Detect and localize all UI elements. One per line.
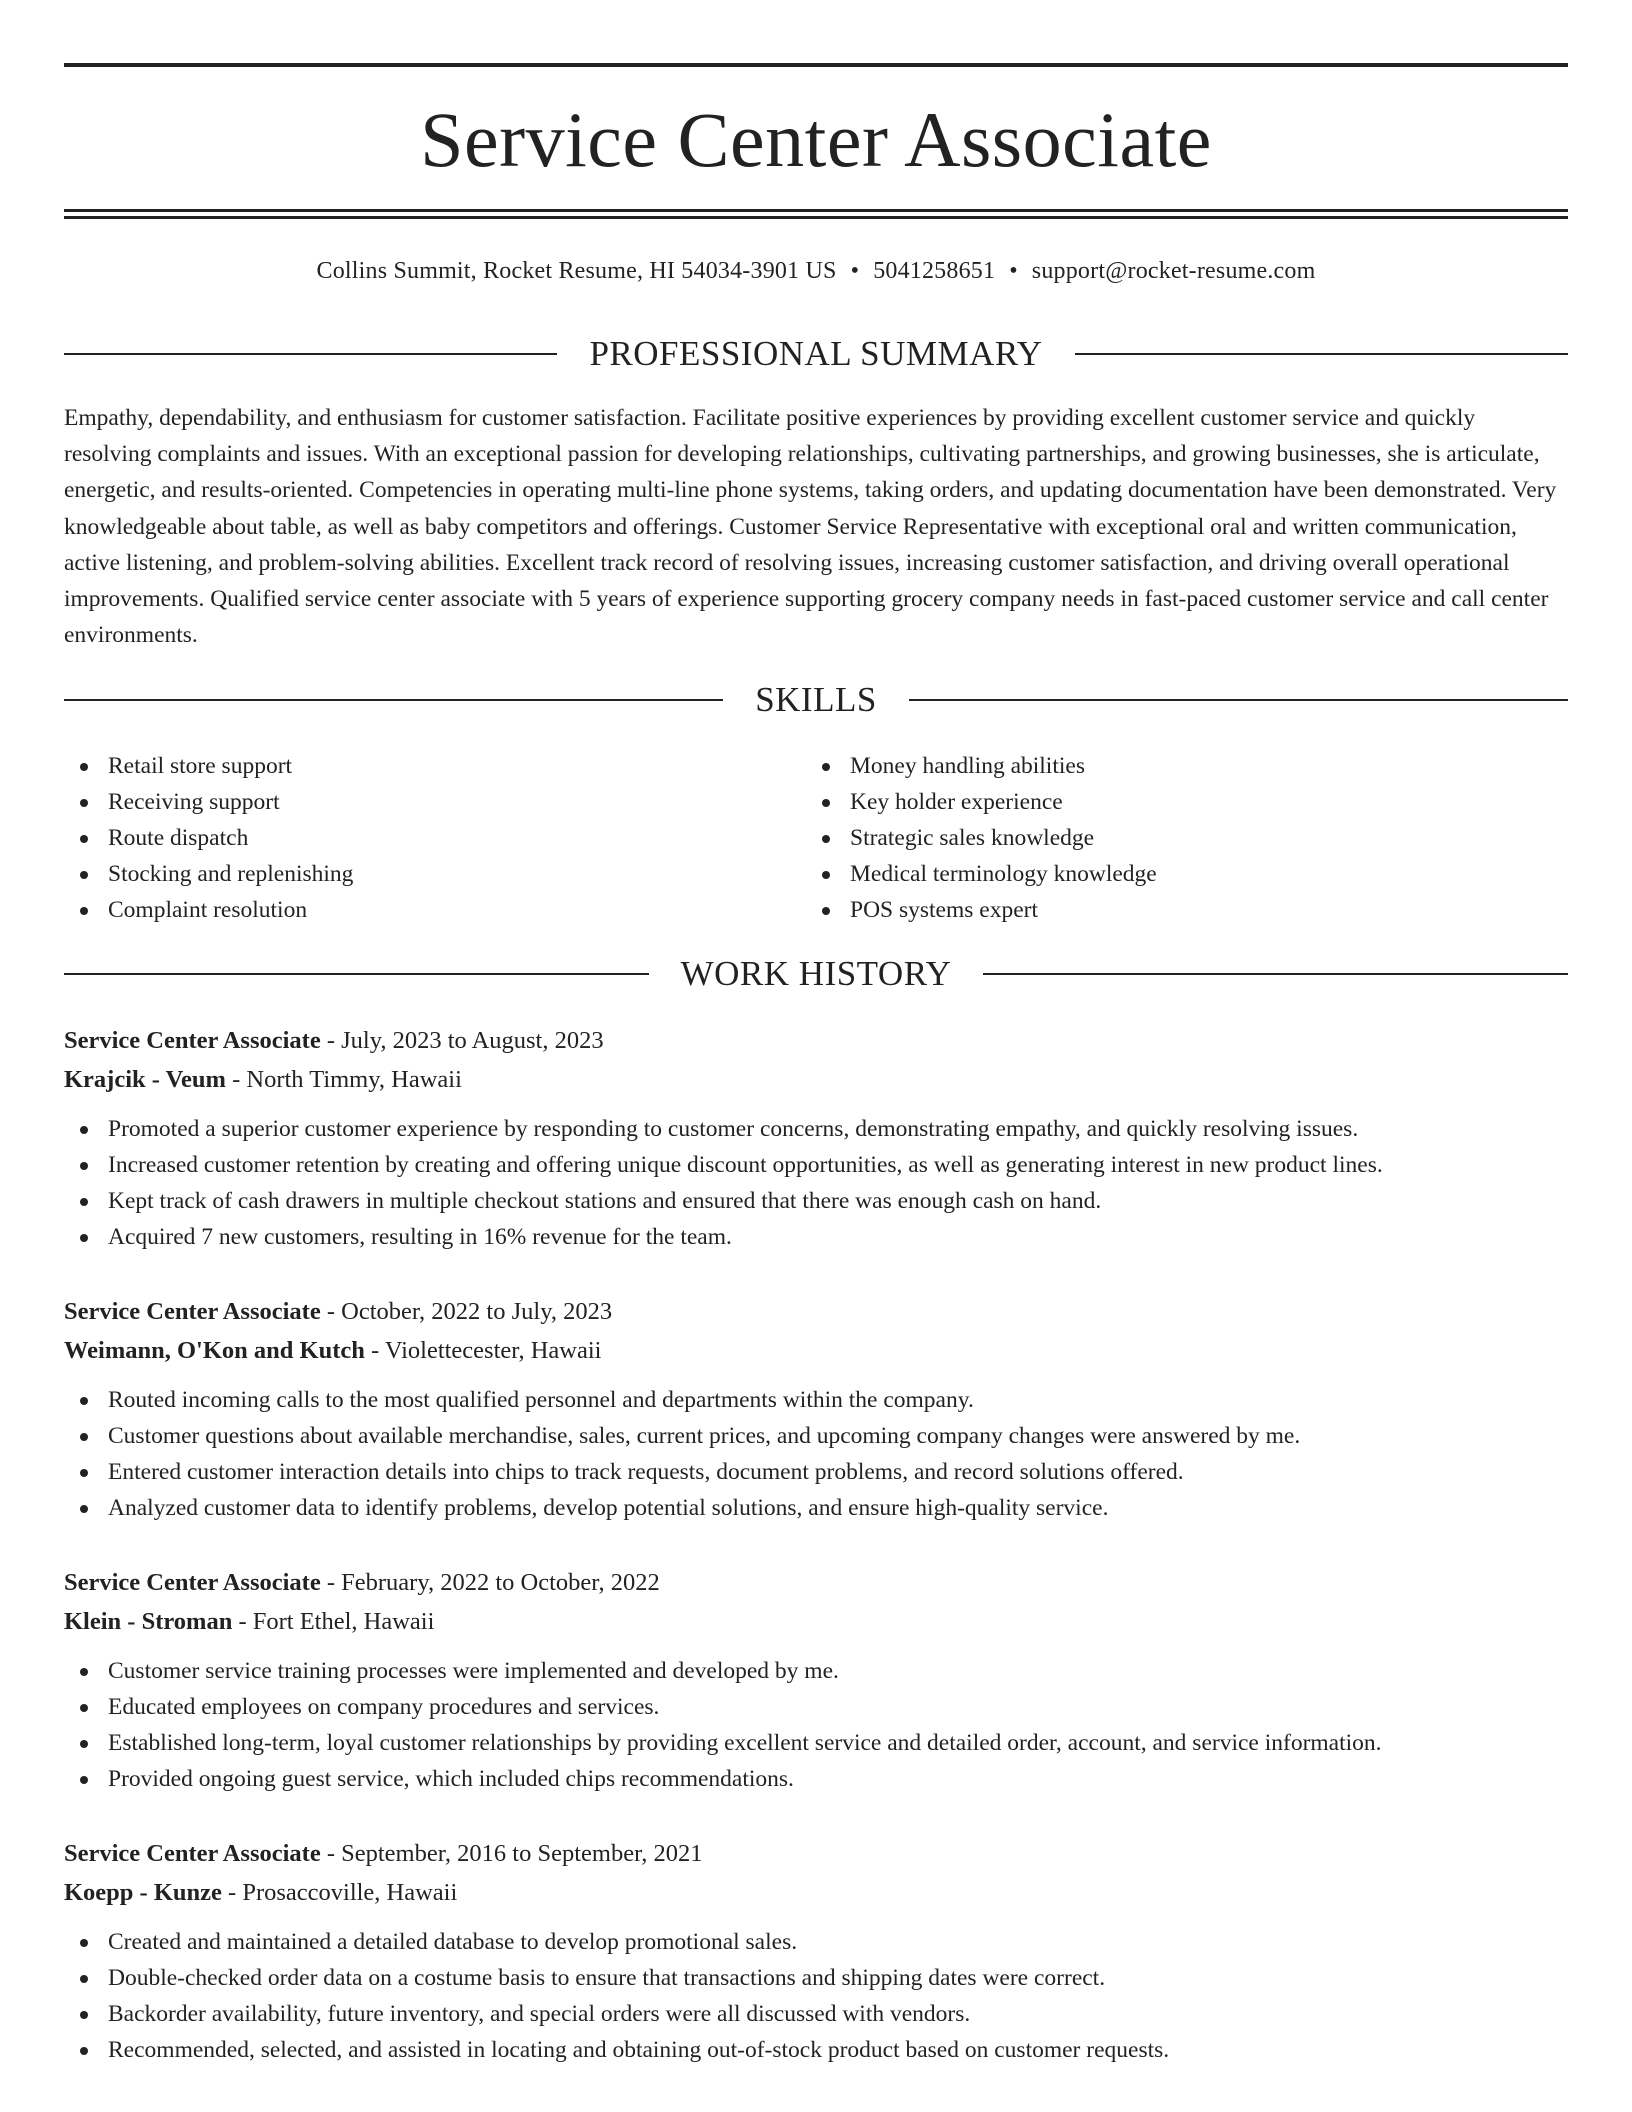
job-title-line [64,1021,1568,1060]
job-company: Krajcik - Veum [64,1066,226,1093]
title-rule-lower [64,216,1568,219]
job-company-line [64,1331,1568,1370]
job-dates: - July, 2023 to August, 2023 [320,1027,604,1054]
skill-item: Complaint resolution [64,892,353,928]
contact-email: support@rocket-resume.com [1031,258,1316,284]
job-entry [64,1021,1568,1255]
job-bullets [64,1924,1568,2068]
skills-list-left [64,748,353,928]
skill-item: Key holder experience [806,784,1157,820]
job-dates: - February, 2022 to October, 2022 [320,1569,660,1596]
job-location: - Fort Ethel, Hawaii [232,1608,435,1635]
job-bullet: Provided ongoing guest service, which included chips recommendations. [64,1761,1568,1797]
job-company: Koepp - Kunze [64,1879,222,1906]
job-bullet: Established long-term, loyal customer relationships by providing excellent service and detailed order, account, and service information. [64,1725,1568,1761]
job-title-line [64,1292,1568,1331]
job-company-line [64,1602,1568,1641]
job-bullet: Recommended, selected, and assisted in locating and obtaining out-of-stock product based on customer requests. [64,2032,1568,2068]
heading-rule-right [909,699,1568,701]
job-bullets [64,1111,1568,1255]
section-title: SKILLS [755,680,877,719]
heading-rule-left [64,973,649,975]
section-title: WORK HISTORY [680,954,952,993]
title-rule-upper [64,209,1568,212]
contact-line [64,254,1568,288]
heading-rule-left [64,353,557,355]
job-dates: - October, 2022 to July, 2023 [320,1298,613,1325]
job-dates: - September, 2016 to September, 2021 [320,1840,703,1867]
skill-item: Medical terminology knowledge [806,856,1157,892]
skill-item: Receiving support [64,784,353,820]
job-bullets [64,1382,1568,1526]
contact-separator: • [1009,258,1018,284]
job-entry [64,1292,1568,1526]
contact-separator: • [850,258,860,284]
job-title-line [64,1834,1568,1873]
skills-list-right [806,748,1157,928]
job-bullet: Created and maintained a detailed database to develop promotional sales. [64,1924,1568,1960]
job-bullet: Kept track of cash drawers in multiple checkout stations and ensured that there was enough cash on hand. [64,1183,1568,1219]
contact-phone: 5041258651 [873,258,996,284]
job-title: Service Center Associate [64,1298,321,1325]
job-company-line [64,1060,1568,1099]
skill-item: Route dispatch [64,820,353,856]
job-bullet: Promoted a superior customer experience by responding to customer concerns, demonstrating empathy, and quickly resolving issues. [64,1111,1568,1147]
job-bullet: Increased customer retention by creating and offering unique discount opportunities, as well as generating interest in new product lines. [64,1147,1568,1183]
skill-item: Retail store support [64,748,353,784]
job-bullet: Educated employees on company procedures and services. [64,1689,1568,1725]
job-entry [64,1834,1568,2068]
job-entry [64,1563,1568,1797]
heading-rule-left [64,699,723,701]
contact-address: Collins Summit, Rocket Resume, HI 54034-3901 US [316,258,837,284]
job-company-line [64,1873,1568,1912]
section-heading-work-history [64,952,1568,996]
skill-item: POS systems expert [806,892,1157,928]
job-bullet: Analyzed customer data to identify problems, develop potential solutions, and ensure high-quality service. [64,1490,1568,1526]
section-heading-summary [64,332,1568,376]
job-bullet: Customer service training processes were implemented and developed by me. [64,1653,1568,1689]
job-bullet: Entered customer interaction details into chips to track requests, document problems, and record solutions offered. [64,1454,1568,1490]
job-location: - Prosaccoville, Hawaii [221,1879,458,1906]
heading-rule-right [1075,353,1568,355]
job-bullets [64,1653,1568,1797]
job-company: Klein - Stroman [64,1608,233,1635]
job-bullet: Customer questions about available merchandise, sales, current prices, and upcoming company changes were answered by me. [64,1418,1568,1454]
job-location: - North Timmy, Hawaii [225,1066,462,1093]
job-bullet: Acquired 7 new customers, resulting in 16% revenue for the team. [64,1219,1568,1255]
job-bullet: Backorder availability, future inventory, and special orders were all discussed with vendors. [64,1996,1568,2032]
heading-rule-right [983,973,1568,975]
skill-item: Money handling abilities [806,748,1157,784]
job-title: Service Center Associate [64,1569,321,1596]
top-rule [64,63,1568,67]
section-heading-skills [64,678,1568,722]
job-title-line [64,1563,1568,1602]
job-bullet: Double-checked order data on a costume basis to ensure that transactions and shipping dates were correct. [64,1960,1568,1996]
job-title: Service Center Associate [64,1027,321,1054]
job-bullet: Routed incoming calls to the most qualified personnel and departments within the company. [64,1382,1568,1418]
section-title: PROFESSIONAL SUMMARY [589,334,1043,373]
job-title: Service Center Associate [64,1840,321,1867]
resume-title: Service Center Associate [420,96,1212,183]
skill-item: Strategic sales knowledge [806,820,1157,856]
summary-text: Empathy, dependability, and enthusiasm for customer satisfaction. Facilitate positive experiences by providing excellent customer service and quickly resolving complaints and issues. With an exceptional passion for developing relationships, cultivating partnerships, and growing businesses, she is articulate, energetic, and results-oriented. Competencies in operating multi-line phone systems, taking orders, and updating documentation have been demonstrated. Very knowledgeable about table, as well as baby competitors and offerings. Customer Service Representative with exceptional oral and written communication, active listening, and problem-solving abilities. Excellent track record of resolving issues, increasing customer satisfaction, and driving overall operational improvements. Qualified service center associate with 5 years of experience supporting grocery company needs in fast-paced customer service and call center environments. [64,405,1557,649]
skill-item: Stocking and replenishing [64,856,353,892]
job-company: Weimann, O'Kon and Kutch [64,1337,365,1364]
job-location: - Violettecester, Hawaii [364,1337,602,1364]
